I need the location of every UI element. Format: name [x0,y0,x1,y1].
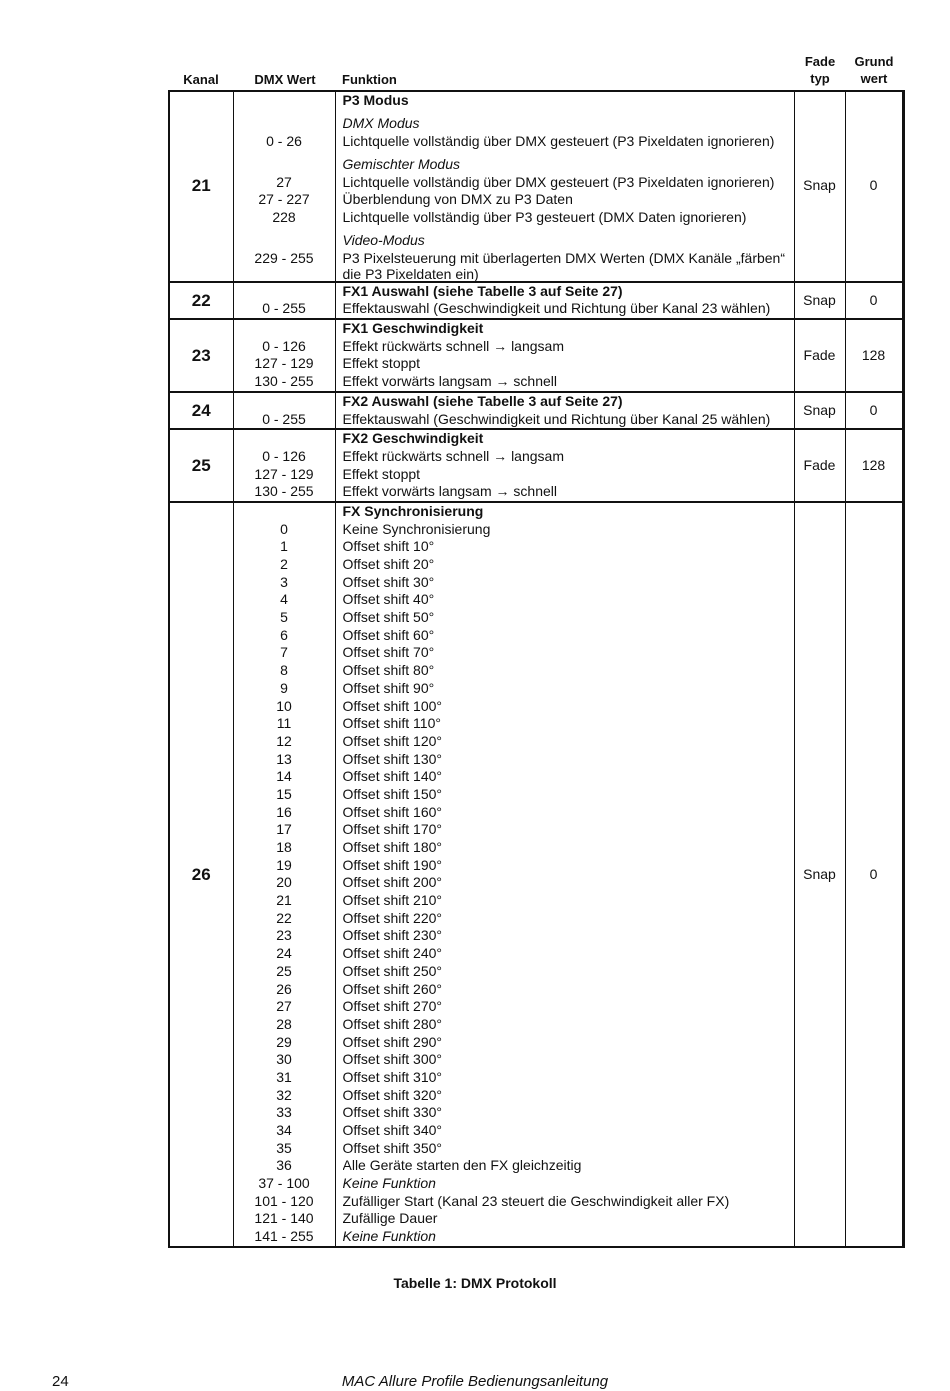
dmx-value: 29 [276,1033,292,1050]
channel-row-24 [169,392,903,429]
dmx-value: 4 [280,591,288,608]
function-description: Keine Funktion [342,1228,436,1245]
function-description: Überblendung von DMX zu P3 Daten [342,191,573,208]
header-grundwert [846,53,902,87]
channel-number: 22 [169,282,233,319]
function-description: Effektauswahl (Geschwindigkeit und Richtung über Kanal 25 wählen) [342,410,771,427]
function-description: Offset shift 230° [342,927,443,944]
fade-type: Snap [794,502,845,1247]
function-description: Gemischter Modus [342,156,460,173]
channel-number: 25 [169,429,233,502]
channel-number: 21 [169,91,233,282]
dmx-value: 9 [280,679,288,696]
channel-row-26 [169,502,903,1247]
dmx-value: 121 - 140 [254,1210,314,1227]
dmx-value: 30 [276,1051,292,1068]
dmx-value: 23 [276,927,292,944]
dmx-value: 0 - 26 [266,132,302,149]
dmx-value [234,393,335,411]
function-heading: P3 Modus [342,92,409,108]
dmx-value: 33 [276,1104,292,1121]
function-description: Effekt vorwärts langsam → schnell [342,483,557,500]
dmx-value [234,268,335,281]
fade-type: Fade [794,319,845,392]
dmx-table-body [169,91,903,1247]
dmx-value: 127 - 129 [254,465,314,482]
function-description: Offset shift 270° [342,998,443,1015]
dmx-value: 0 - 126 [262,337,306,354]
function-description: Offset shift 280° [342,1015,443,1032]
dmx-values-cell [233,502,335,1247]
function-description: Offset shift 80° [342,662,435,679]
dmx-value: 27 [276,998,292,1015]
dmx-value: 27 - 227 [258,191,310,208]
fade-type: Snap [794,282,845,319]
dmx-value: 141 - 255 [254,1228,314,1245]
function-description: Lichtquelle vollständig über DMX gesteuert (P3 Pixeldaten ignorieren) [342,132,775,149]
function-description: Video-Modus [342,232,425,249]
dmx-value [234,115,335,133]
function-cell [335,319,794,392]
function-description: Offset shift 90° [342,679,435,696]
dmx-value: 8 [280,662,288,679]
dmx-value: 14 [276,768,292,785]
function-description: Offset shift 130° [342,750,443,767]
dmx-value: 229 - 255 [254,250,314,266]
function-description: Effekt rückwärts schnell → langsam [342,447,564,464]
function-cell [335,392,794,429]
function-description: P3 Pixelsteuerung mit überlagerten DMX Werten (DMX Kanäle „färben“ [342,250,785,266]
function-description: Zufälliger Start (Kanal 23 steuert die Geschwindigkeit aller FX) [342,1192,730,1209]
channel-number: 24 [169,392,233,429]
dmx-value: 36 [276,1157,292,1174]
dmx-value: 18 [276,839,292,855]
header-kanal: Kanal [183,72,219,87]
header-fade-line2: typ [810,71,830,86]
dmx-value: 24 [276,945,292,962]
dmx-value: 0 [280,520,288,537]
channel-row-23 [169,319,903,392]
function-description: Offset shift 10° [342,538,435,555]
function-description: Offset shift 320° [342,1086,443,1103]
function-description: Effektauswahl (Geschwindigkeit und Richtung über Kanal 23 wählen) [342,300,771,317]
function-heading: FX2 Geschwindigkeit [342,430,484,447]
dmx-value: 19 [276,856,292,873]
default-value: 0 [845,502,903,1247]
dmx-value: 21 [276,892,292,909]
function-description: Offset shift 190° [342,856,443,873]
dmx-value: 32 [276,1086,292,1103]
dmx-values-cell [233,429,335,502]
default-value: 0 [845,282,903,319]
function-heading: FX1 Auswahl (siehe Tabelle 3 auf Seite 27) [342,282,623,299]
function-cell [335,429,794,502]
function-heading: FX1 Geschwindigkeit [342,320,484,337]
function-cell [335,91,794,282]
channel-number: 26 [169,502,233,1247]
function-description: Effekt vorwärts langsam → schnell [342,373,557,390]
header-grund-line1: Grund [854,54,894,69]
function-description: Offset shift 150° [342,785,443,802]
dmx-value [234,156,335,174]
function-cell [335,502,794,1247]
function-description: Offset shift 310° [342,1068,443,1085]
dmx-value [234,283,335,301]
channel-row-25 [169,429,903,502]
dmx-value: 0 - 255 [262,410,306,427]
dmx-value: 34 [276,1122,292,1138]
dmx-value: 27 [276,173,292,190]
function-description: Offset shift 60° [342,626,435,643]
function-description: Offset shift 240° [342,945,443,962]
fade-type: Snap [794,392,845,429]
function-description: DMX Modus [342,115,420,132]
default-value: 128 [845,429,903,502]
function-description: Offset shift 300° [342,1051,443,1068]
dmx-value: 11 [276,715,292,732]
dmx-value: 130 - 255 [254,483,314,500]
dmx-value: 16 [276,803,292,820]
function-description: Alle Geräte starten den FX gleichzeitig [342,1157,582,1174]
dmx-protocol-table [168,90,905,1248]
default-value: 128 [845,319,903,392]
dmx-value: 37 - 100 [258,1175,310,1192]
function-description: Offset shift 340° [342,1122,443,1138]
page-number: 24 [52,1373,69,1390]
function-description: Keine Funktion [342,1175,436,1192]
function-description: Offset shift 330° [342,1104,443,1121]
function-description: Lichtquelle vollständig über P3 gesteuert (DMX Daten ignorieren) [342,209,747,226]
function-description: Offset shift 40° [342,591,435,608]
fade-type: Snap [794,91,845,282]
header-fade-line1: Fade [804,54,836,69]
function-description: Offset shift 70° [342,644,435,661]
dmx-value: 12 [276,732,292,749]
dmx-value: 7 [280,644,288,661]
header-dmx-wert: DMX Wert [254,72,316,87]
dmx-value: 28 [276,1015,292,1032]
function-description: Zufällige Dauer [342,1210,438,1227]
header-grund-line2: wert [860,71,888,86]
function-description: Effekt stoppt [342,465,421,482]
dmx-value: 25 [276,962,292,979]
function-description: Offset shift 50° [342,609,435,626]
function-heading: FX2 Auswahl (siehe Tabelle 3 auf Seite 27) [342,392,623,409]
dmx-value: 3 [280,573,288,590]
dmx-value: 15 [276,785,292,802]
dmx-value [234,503,335,521]
document-title: MAC Allure Profile Bedienungsanleitung [341,1373,609,1390]
dmx-value: 1 [280,538,288,555]
function-description: Offset shift 160° [342,803,443,820]
dmx-values-cell [233,319,335,392]
default-value: 0 [845,392,903,429]
dmx-value: 10 [276,697,292,714]
channel-number: 23 [169,319,233,392]
dmx-value: 0 - 255 [262,300,306,317]
function-cell [335,282,794,319]
function-description: Offset shift 200° [342,874,443,891]
channel-row-21 [169,91,903,282]
table-caption: Tabelle 1: DMX Protokoll [393,1275,557,1291]
dmx-values-cell [233,282,335,319]
function-description: Offset shift 120° [342,732,443,749]
dmx-value: 26 [276,980,292,997]
dmx-value: 17 [276,821,292,838]
function-description: Offset shift 220° [342,909,443,926]
dmx-value: 0 - 126 [262,447,306,464]
function-description: Keine Synchronisierung [342,520,491,537]
header-funktion: Funktion [342,72,397,87]
function-description: Effekt rückwärts schnell → langsam [342,337,564,354]
function-description: Offset shift 350° [342,1139,443,1156]
dmx-value: 130 - 255 [254,373,314,390]
function-description: Offset shift 140° [342,768,443,785]
dmx-values-cell [233,91,335,282]
dmx-value: 22 [276,909,292,926]
default-value: 0 [845,91,903,282]
dmx-value: 6 [280,626,288,643]
function-description: Offset shift 30° [342,573,435,590]
dmx-value: 228 [272,209,296,226]
function-description: Offset shift 250° [342,962,443,979]
dmx-value: 35 [276,1139,292,1156]
function-description: Offset shift 110° [342,715,441,732]
dmx-value: 31 [276,1068,292,1085]
dmx-value: 127 - 129 [254,355,314,372]
fade-type: Fade [794,429,845,502]
channel-row-22 [169,282,903,319]
dmx-value [234,430,335,448]
function-description: die P3 Pixeldaten ein) [342,267,479,281]
function-description: Offset shift 290° [342,1033,443,1050]
dmx-values-cell [233,392,335,429]
dmx-value: 13 [276,750,292,767]
function-description: Offset shift 180° [342,839,443,855]
function-heading: FX Synchronisierung [342,502,484,519]
dmx-value: 101 - 120 [254,1192,314,1209]
function-description: Offset shift 210° [342,892,443,909]
function-description: Offset shift 100° [342,697,443,714]
dmx-value: 20 [276,874,292,891]
function-description: Effekt stoppt [342,355,421,372]
dmx-value: 5 [280,609,288,626]
function-description: Offset shift 170° [342,821,443,838]
function-description: Lichtquelle vollständig über DMX gesteuert (P3 Pixeldaten ignorieren) [342,173,775,190]
function-description: Offset shift 20° [342,556,435,572]
dmx-value [234,92,335,110]
dmx-value [234,320,335,338]
dmx-value: 2 [280,556,288,572]
header-fade-typ [794,53,846,87]
dmx-value [234,232,335,250]
function-description: Offset shift 260° [342,980,443,997]
